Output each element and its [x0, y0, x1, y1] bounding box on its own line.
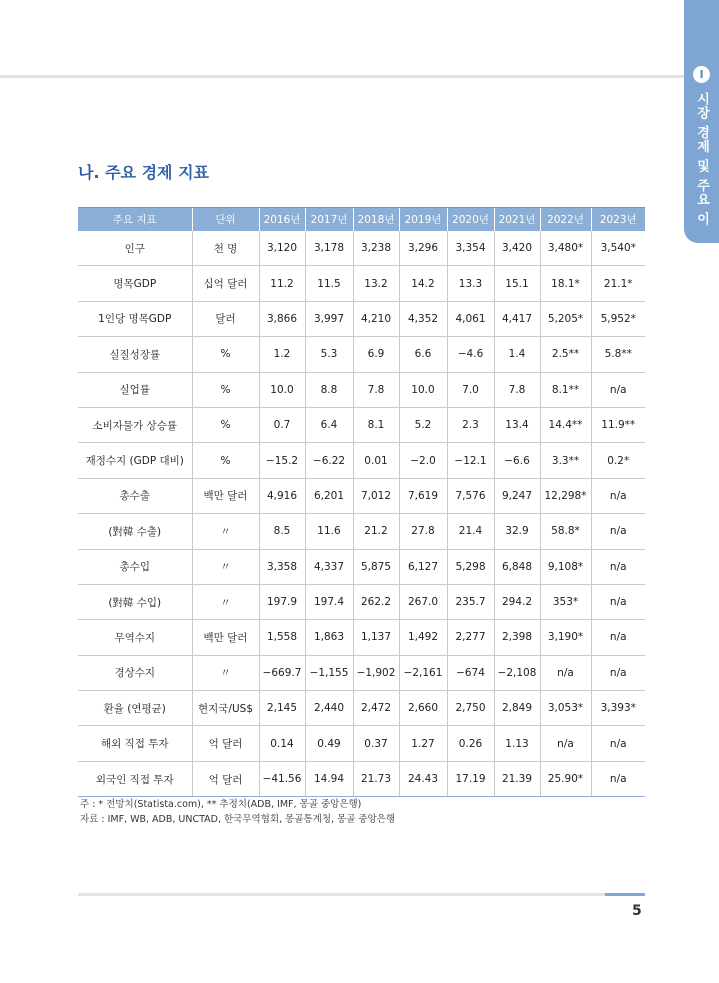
value-cell: 32.9	[494, 514, 540, 549]
value-cell: −1,155	[305, 655, 353, 690]
value-cell: 10.0	[399, 372, 447, 407]
value-cell: 5,952*	[591, 301, 645, 336]
section-title: 나. 주요 경제 지표	[78, 163, 209, 182]
value-cell: 6,848	[494, 549, 540, 584]
value-cell: −2,161	[399, 655, 447, 690]
value-cell: 197.9	[259, 584, 305, 619]
value-cell: 15.1	[494, 266, 540, 301]
value-cell: 7.8	[353, 372, 399, 407]
value-cell: 4,417	[494, 301, 540, 336]
column-header: 2021년	[494, 208, 540, 232]
value-cell: 8.8	[305, 372, 353, 407]
value-cell: 5.2	[399, 407, 447, 442]
unit-cell: 〃	[192, 514, 259, 549]
page-number: 5	[632, 903, 642, 919]
table-row	[78, 761, 645, 796]
value-cell: 1.27	[399, 726, 447, 761]
value-cell: n/a	[591, 761, 645, 796]
value-cell: n/a	[591, 549, 645, 584]
value-cell: 353*	[540, 584, 591, 619]
column-header: 2019년	[399, 208, 447, 232]
table-row	[78, 231, 645, 266]
value-cell: 2,660	[399, 691, 447, 726]
unit-cell: %	[192, 407, 259, 442]
value-cell: 11.9**	[591, 407, 645, 442]
unit-cell: 십억 달러	[192, 266, 259, 301]
value-cell: 2.5**	[540, 337, 591, 372]
value-cell: 1,863	[305, 620, 353, 655]
value-cell: 0.2*	[591, 443, 645, 478]
value-cell: −41.56	[259, 761, 305, 796]
table-row	[78, 655, 645, 690]
value-cell: 6.4	[305, 407, 353, 442]
bottom-accent-bar	[605, 893, 645, 896]
value-cell: 197.4	[305, 584, 353, 619]
value-cell: 7,576	[447, 478, 494, 513]
indicator-name-cell: 총수출	[78, 478, 192, 513]
table-row	[78, 514, 645, 549]
indicator-name-cell: 경상수지	[78, 655, 192, 690]
indicator-name-cell: 총수입	[78, 549, 192, 584]
table-row	[78, 726, 645, 761]
value-cell: 6,201	[305, 478, 353, 513]
value-cell: 3,393*	[591, 691, 645, 726]
value-cell: 10.0	[259, 372, 305, 407]
value-cell: n/a	[540, 726, 591, 761]
value-cell: 8.5	[259, 514, 305, 549]
value-cell: 7.0	[447, 372, 494, 407]
unit-cell: %	[192, 372, 259, 407]
value-cell: 0.37	[353, 726, 399, 761]
value-cell: n/a	[591, 584, 645, 619]
value-cell: 2,750	[447, 691, 494, 726]
value-cell: n/a	[591, 620, 645, 655]
table-row	[78, 620, 645, 655]
value-cell: 3,178	[305, 231, 353, 266]
unit-cell: 〃	[192, 549, 259, 584]
value-cell: 21.4	[447, 514, 494, 549]
table-row	[78, 266, 645, 301]
value-cell: 25.90*	[540, 761, 591, 796]
unit-cell: 〃	[192, 655, 259, 690]
value-cell: 14.4**	[540, 407, 591, 442]
value-cell: −15.2	[259, 443, 305, 478]
chapter-number-badge: Ⅰ	[693, 66, 710, 83]
value-cell: 7,619	[399, 478, 447, 513]
value-cell: 11.6	[305, 514, 353, 549]
value-cell: 2,849	[494, 691, 540, 726]
value-cell: 7,012	[353, 478, 399, 513]
value-cell: 1,492	[399, 620, 447, 655]
value-cell: 3,358	[259, 549, 305, 584]
value-cell: 1,137	[353, 620, 399, 655]
unit-cell: 달러	[192, 301, 259, 336]
value-cell: 0.26	[447, 726, 494, 761]
table-row	[78, 443, 645, 478]
unit-cell: %	[192, 337, 259, 372]
top-divider	[0, 75, 690, 78]
value-cell: 3,354	[447, 231, 494, 266]
table-header-row	[78, 208, 645, 232]
unit-cell: 억 달러	[192, 726, 259, 761]
unit-cell: 현지국/US$	[192, 691, 259, 726]
indicator-name-cell: 명목GDP	[78, 266, 192, 301]
value-cell: 17.19	[447, 761, 494, 796]
value-cell: 13.4	[494, 407, 540, 442]
indicator-name-cell: (對韓 수입)	[78, 584, 192, 619]
table-row	[78, 584, 645, 619]
value-cell: −12.1	[447, 443, 494, 478]
value-cell: 3,238	[353, 231, 399, 266]
table-row	[78, 337, 645, 372]
value-cell: 5.8**	[591, 337, 645, 372]
indicator-name-cell: 인구	[78, 231, 192, 266]
value-cell: 24.43	[399, 761, 447, 796]
value-cell: 18.1*	[540, 266, 591, 301]
value-cell: 5,875	[353, 549, 399, 584]
value-cell: 4,061	[447, 301, 494, 336]
value-cell: 4,916	[259, 478, 305, 513]
value-cell: 13.2	[353, 266, 399, 301]
value-cell: 6,127	[399, 549, 447, 584]
column-header: 2017년	[305, 208, 353, 232]
value-cell: 3,120	[259, 231, 305, 266]
column-header: 2020년	[447, 208, 494, 232]
value-cell: 0.01	[353, 443, 399, 478]
value-cell: n/a	[591, 478, 645, 513]
column-header: 2018년	[353, 208, 399, 232]
value-cell: 13.3	[447, 266, 494, 301]
value-cell: 3,997	[305, 301, 353, 336]
table-row	[78, 478, 645, 513]
value-cell: n/a	[540, 655, 591, 690]
column-header: 주요 지표	[78, 208, 192, 232]
indicator-name-cell: 외국인 직접 투자	[78, 761, 192, 796]
value-cell: 5,205*	[540, 301, 591, 336]
table-footnote: 주 : * 전망치(Statista.com), ** 추정치(ADB, IMF, 몽골 중앙은행)	[80, 799, 362, 810]
value-cell: 21.39	[494, 761, 540, 796]
value-cell: 21.2	[353, 514, 399, 549]
value-cell: −4.6	[447, 337, 494, 372]
value-cell: 2,277	[447, 620, 494, 655]
value-cell: 11.5	[305, 266, 353, 301]
unit-cell: 〃	[192, 584, 259, 619]
value-cell: 3,420	[494, 231, 540, 266]
value-cell: 3,540*	[591, 231, 645, 266]
value-cell: 6.6	[399, 337, 447, 372]
value-cell: 2,145	[259, 691, 305, 726]
unit-cell: 천 명	[192, 231, 259, 266]
indicator-name-cell: 무역수지	[78, 620, 192, 655]
bottom-divider	[78, 893, 605, 896]
value-cell: 9,247	[494, 478, 540, 513]
value-cell: 58.8*	[540, 514, 591, 549]
value-cell: 14.94	[305, 761, 353, 796]
value-cell: 3,480*	[540, 231, 591, 266]
value-cell: 3,053*	[540, 691, 591, 726]
value-cell: 12,298*	[540, 478, 591, 513]
value-cell: 21.73	[353, 761, 399, 796]
table-row	[78, 301, 645, 336]
table-row	[78, 549, 645, 584]
value-cell: 0.14	[259, 726, 305, 761]
unit-cell: 백만 달러	[192, 478, 259, 513]
value-cell: 6.9	[353, 337, 399, 372]
value-cell: −2.0	[399, 443, 447, 478]
value-cell: 262.2	[353, 584, 399, 619]
indicator-name-cell: 실업률	[78, 372, 192, 407]
value-cell: −6.6	[494, 443, 540, 478]
value-cell: n/a	[591, 372, 645, 407]
unit-cell: 억 달러	[192, 761, 259, 796]
value-cell: 8.1	[353, 407, 399, 442]
indicator-name-cell: 실질성장률	[78, 337, 192, 372]
value-cell: 3.3**	[540, 443, 591, 478]
value-cell: −1,902	[353, 655, 399, 690]
value-cell: 3,866	[259, 301, 305, 336]
indicator-name-cell: (對韓 수출)	[78, 514, 192, 549]
indicator-name-cell: 환율 (연평균)	[78, 691, 192, 726]
chapter-tab-label: 시장 경제 및 주요 이슈	[664, 92, 709, 227]
value-cell: 4,210	[353, 301, 399, 336]
value-cell: 0.7	[259, 407, 305, 442]
value-cell: 0.49	[305, 726, 353, 761]
table-row	[78, 372, 645, 407]
value-cell: 11.2	[259, 266, 305, 301]
column-header: 2016년	[259, 208, 305, 232]
value-cell: n/a	[591, 514, 645, 549]
value-cell: n/a	[591, 726, 645, 761]
value-cell: 14.2	[399, 266, 447, 301]
chapter-side-tab[interactable]	[664, 0, 719, 243]
column-header: 2022년	[540, 208, 591, 232]
value-cell: n/a	[591, 655, 645, 690]
value-cell: 27.8	[399, 514, 447, 549]
value-cell: 1.2	[259, 337, 305, 372]
value-cell: 1,558	[259, 620, 305, 655]
value-cell: 3,190*	[540, 620, 591, 655]
unit-cell: 백만 달러	[192, 620, 259, 655]
value-cell: 9,108*	[540, 549, 591, 584]
unit-cell: %	[192, 443, 259, 478]
column-header: 2023년	[591, 208, 645, 232]
table-body	[78, 231, 645, 797]
indicator-name-cell: 해외 직접 투자	[78, 726, 192, 761]
table-row	[78, 691, 645, 726]
value-cell: 8.1**	[540, 372, 591, 407]
indicator-name-cell: 소비자물가 상승률	[78, 407, 192, 442]
value-cell: 2.3	[447, 407, 494, 442]
value-cell: 4,352	[399, 301, 447, 336]
value-cell: 5,298	[447, 549, 494, 584]
value-cell: 1.13	[494, 726, 540, 761]
value-cell: 235.7	[447, 584, 494, 619]
value-cell: −6.22	[305, 443, 353, 478]
table-row	[78, 407, 645, 442]
value-cell: −669.7	[259, 655, 305, 690]
economic-indicators-table	[78, 207, 645, 797]
value-cell: 3,296	[399, 231, 447, 266]
value-cell: −2,108	[494, 655, 540, 690]
indicator-name-cell: 1인당 명목GDP	[78, 301, 192, 336]
value-cell: 5.3	[305, 337, 353, 372]
value-cell: 294.2	[494, 584, 540, 619]
value-cell: 2,440	[305, 691, 353, 726]
value-cell: 1.4	[494, 337, 540, 372]
value-cell: 267.0	[399, 584, 447, 619]
table-source: 자료 : IMF, WB, ADB, UNCTAD, 한국무역협회, 몽골통계청, 몽골 중앙은행	[80, 814, 396, 825]
value-cell: 4,337	[305, 549, 353, 584]
value-cell: −674	[447, 655, 494, 690]
value-cell: 21.1*	[591, 266, 645, 301]
indicator-name-cell: 재정수지 (GDP 대비)	[78, 443, 192, 478]
value-cell: 7.8	[494, 372, 540, 407]
value-cell: 2,398	[494, 620, 540, 655]
value-cell: 2,472	[353, 691, 399, 726]
column-header: 단위	[192, 208, 259, 232]
